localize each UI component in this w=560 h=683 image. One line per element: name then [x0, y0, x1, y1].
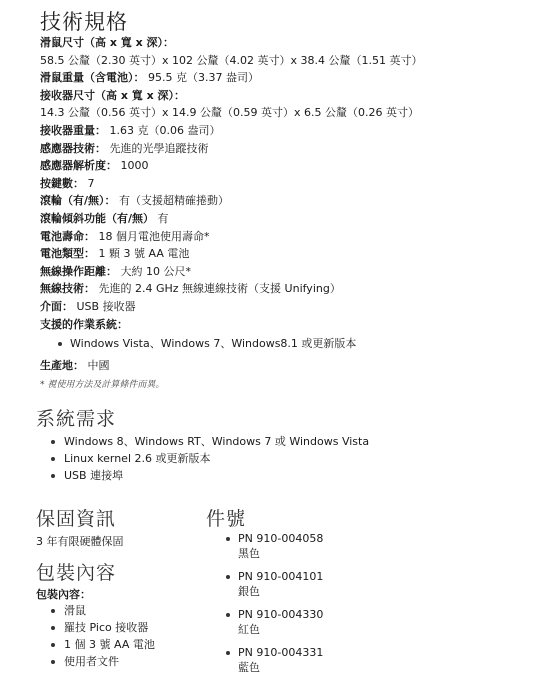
part-item: [228, 531, 323, 569]
spec-value: 95.5 克（3.37 盎司）: [148, 71, 259, 85]
footnote: * 視使用方法及計算條件而異。: [40, 380, 165, 390]
os-item: Windows Vista、Windows 7、Windows8.1 或更新版本: [70, 335, 550, 353]
spec-value: 1000: [120, 159, 149, 173]
package-item: 滑鼠: [48, 602, 155, 619]
part-item: [228, 645, 323, 683]
part-item: [228, 607, 323, 645]
spec-label: 電池類型：: [40, 247, 95, 261]
spec-value: 大約 10 公尺*: [120, 264, 191, 278]
spec-line: [40, 34, 550, 52]
spec-line: [40, 104, 550, 122]
package-item: 羅技 Pico 接收器: [48, 619, 155, 636]
package-item: 使用者文件: [48, 653, 155, 670]
requirement-item: USB 連接埠: [48, 467, 369, 484]
spec-line: [40, 280, 550, 298]
part-color: 紅色: [238, 623, 260, 636]
spec-label: 滑鼠尺寸（高 x 寬 x 深）：: [40, 36, 175, 49]
spec-value: 7: [87, 176, 95, 190]
spec-line: [40, 192, 550, 210]
spec-value: 18 個月電池使用壽命*: [98, 229, 210, 243]
spec-line: [40, 175, 550, 193]
part-number-list: [228, 531, 323, 683]
spec-line: [40, 52, 550, 70]
part-color: 藍色: [238, 661, 260, 674]
package-contents-heading: 包裝內容: [36, 562, 117, 584]
spec-line: [40, 157, 550, 175]
part-color: 銀色: [238, 585, 260, 598]
warranty-text: 3 年有限硬體保固: [36, 535, 124, 548]
spec-value: USB 接收器: [76, 299, 136, 313]
os-list: [40, 335, 550, 353]
spec-line: [40, 316, 550, 334]
spec-line: [40, 228, 550, 246]
spec-label: 電池壽命：: [40, 229, 95, 243]
part-number-heading: 件號: [206, 508, 247, 530]
spec-list: [40, 34, 550, 353]
requirement-item: Windows 8、Windows RT、Windows 7 或 Windows Vista: [48, 433, 369, 450]
spec-line: [40, 263, 550, 281]
spec-label: 按鍵數：: [40, 176, 84, 190]
part-number: PN 910-004331: [238, 646, 324, 659]
requirements-list: [48, 433, 369, 484]
spec-value: 有: [157, 211, 169, 225]
part-number: PN 910-004330: [238, 608, 324, 621]
part-number: PN 910-004101: [238, 570, 324, 583]
spec-label: 滾輪（有/無）：: [40, 194, 116, 208]
part-color: 黑色: [238, 547, 260, 560]
origin-value: 中國: [87, 359, 110, 372]
spec-label: 支援的作業系統：: [40, 317, 128, 331]
spec-label: 接收器重量：: [40, 123, 106, 137]
spec-value: 58.5 公釐（2.30 英寸）x 102 公釐（4.02 英寸）x 38.4 公釐（1.51 英寸）: [40, 53, 423, 67]
spec-label: 感應器技術：: [40, 141, 106, 155]
spec-value: 先進的 2.4 GHz 無線連線技術（支援 Unifying）: [98, 282, 341, 296]
spec-value: 先進的光學追蹤技術: [109, 141, 209, 155]
spec-line: [40, 122, 550, 140]
spec-line: [40, 210, 550, 228]
spec-label: 感應器解析度：: [40, 159, 117, 173]
spec-line: [40, 298, 550, 316]
spec-label: 滾輪傾斜功能（有/無）: [40, 211, 155, 225]
requirement-item: Linux kernel 2.6 或更新版本: [48, 450, 369, 467]
spec-label: 滑鼠重量（含電池）：: [40, 71, 145, 85]
warranty-heading: 保固資訊: [36, 508, 117, 530]
package-list: [48, 602, 155, 670]
package-item: 1 個 3 號 AA 電池: [48, 636, 155, 653]
spec-label: 無線操作距離：: [40, 264, 117, 278]
spec-line: [40, 245, 550, 263]
spec-value: 14.3 公釐（0.56 英寸）x 14.9 公釐（0.59 英寸）x 6.5 公釐（0.26 英寸）: [40, 106, 419, 120]
package-contents-label: 包裝內容：: [36, 588, 91, 601]
spec-line: [40, 140, 550, 158]
system-requirements-heading: 系統需求: [36, 408, 117, 430]
spec-line: [40, 87, 550, 105]
spec-line: [40, 69, 550, 87]
spec-label: 接收器尺寸（高 x 寬 x 深）：: [40, 88, 186, 102]
spec-value: 1.63 克（0.06 盎司）: [109, 123, 221, 137]
spec-label: 無線技術：: [40, 282, 95, 296]
part-item: [228, 569, 323, 607]
tech-specs-heading: 技術規格: [40, 10, 128, 34]
origin-line: [40, 357, 110, 373]
part-number: PN 910-004058: [238, 532, 324, 545]
spec-value: 有（支援超精確捲動）: [119, 194, 230, 208]
spec-value: 1 顆 3 號 AA 電池: [98, 247, 190, 261]
origin-label: 生產地：: [40, 359, 84, 372]
spec-label: 介面：: [40, 299, 73, 313]
